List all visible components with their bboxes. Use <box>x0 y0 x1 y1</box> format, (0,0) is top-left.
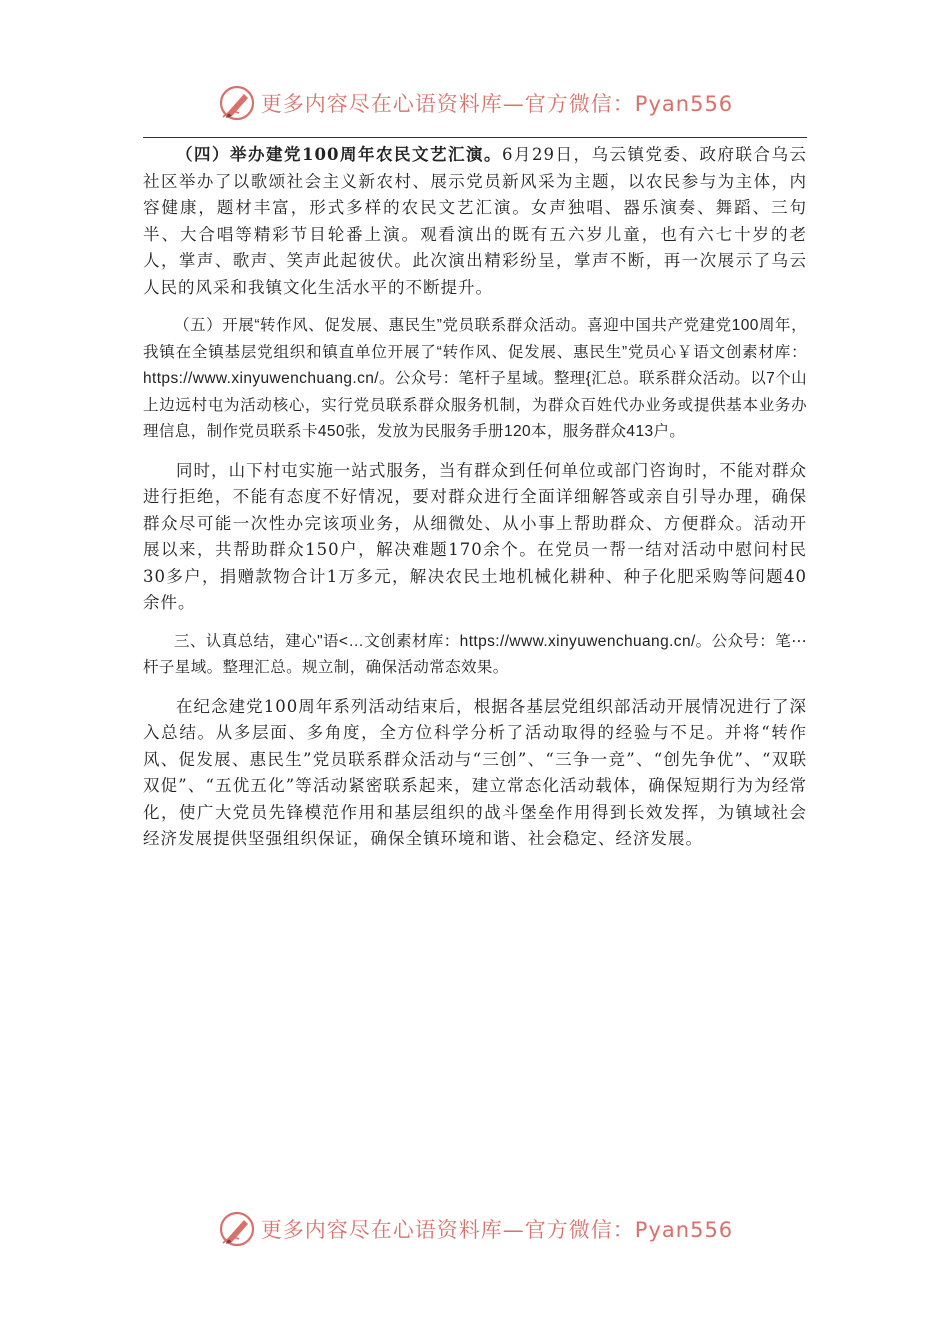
footer-banner-text: 更多内容尽在心语资料库—官方微信：Pyan556 <box>260 1218 734 1242</box>
paragraph-4-cultural-performance <box>143 142 807 301</box>
pen-logo-icon <box>217 83 257 123</box>
paragraph-section-three-heading: 三、认真总结，建心"语<…文创素材库：https://www.xinyuwenchuang.cn/。公众号：笔⋯杆子星域。整理汇总。规立制，确保活动常态效果。 <box>143 632 807 676</box>
header-banner-text: 更多内容尽在心语资料库—官方微信：Pyan556 <box>260 92 734 116</box>
header-banner <box>0 78 950 128</box>
paragraph-heading: （四）举办建党100周年农民文艺汇演。 <box>176 145 502 164</box>
paragraph-5-party-contact: （五）开展“转作风、促发展、惠民生”党员联系群众活动。喜迎中国共产党建党100周年，我镇在全镇基层党组织和镇直单位开展了“转作风、促发展、惠民生”党员心￥语文创素材库：https://www.xinyuwenchuang.cn/。公众号：笔杆子星域。整理{汇总。联系群众活动。以7个山上边远村屯为活动核心，实行党员联系群众服务机制，为群众百姓代办业务或提供基本业务办理信息，制作党员联系卡450张，发放为民服务手册120本，服务群众413户。 <box>143 317 808 440</box>
document-body <box>143 142 807 853</box>
header-divider <box>143 137 807 138</box>
footer-banner <box>0 1204 950 1254</box>
pen-logo-icon <box>217 1209 257 1249</box>
paragraph-summary: 在纪念建党100周年系列活动结束后，根据各基层党组织部活动开展情况进行了深入总结。从多层面、多角度，全方位科学分析了活动取得的经验与不足。并将“转作风、促发展、惠民生”党员联系群众活动与“三创”、“三争一竞”、“创先争优”、“双联双促”、“五优五化”等活动紧密联系起来，建立常态化活动载体，确保短期行为为经常化，使广大党员先锋模范作用和基层组织的战斗堡垒作用得到长效发挥，为镇域社会经济发展提供坚强组织保证，确保全镇环境和谐、社会稳定、经济发展。 <box>143 696 807 848</box>
paragraph-one-stop-service: 同时，山下村屯实施一站式服务，当有群众到任何单位或部门咨询时，不能对群众进行拒绝，不能有态度不好情况，要对群众进行全面详细解答或亲自引导办理，确保群众尽可能一次性办完该项业务，从细微处、从小事上帮助群众、方便群众。活动开展以来，共帮助群众150户，解决难题170余个。在党员一帮一结对活动中慰问村民30多户，捐赠款物合计1万多元，解决农民土地机械化耕种、种子化肥采购等问题40余件。 <box>143 460 807 612</box>
paragraph-text: 6月29日，乌云镇党委、政府联合乌云社区举办了以歌颂社会主义新农村、展示党员新风采为主题，以农民参与为主体，内容健康，题材丰富，形式多样的农民文艺汇演。女声独唱、器乐演奏、舞蹈、三句半、大合唱等精彩节目轮番上演。观看演出的既有五六岁儿童，也有六七十岁的老人，掌声、歌声、笑声此起彼伏。此次演出精彩纷呈，掌声不断，再一次展示了乌云人民的风采和我镇文化生活水平的不断提升。 <box>143 145 807 297</box>
